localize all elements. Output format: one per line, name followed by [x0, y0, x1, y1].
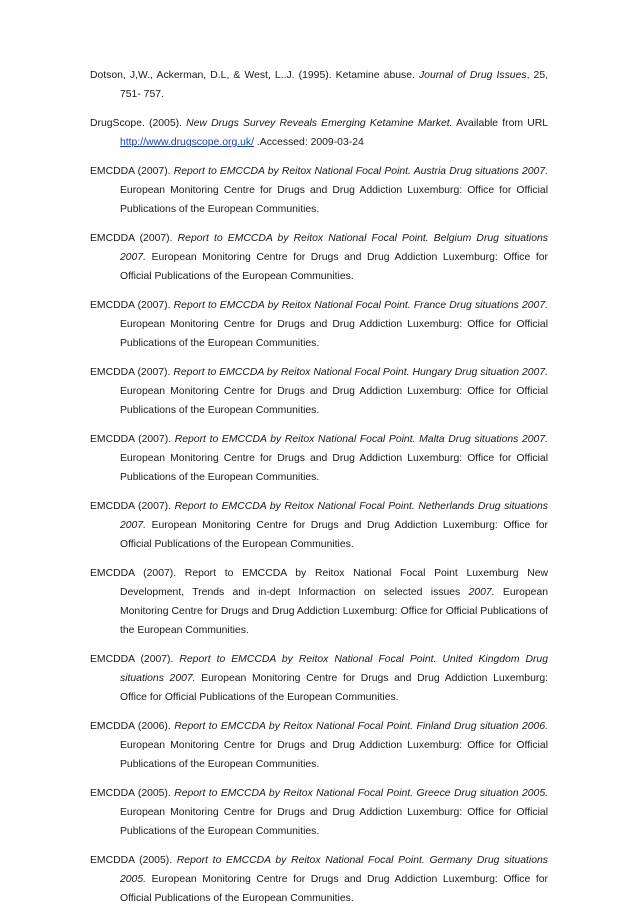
reference-entry — [90, 114, 548, 152]
reference-text: EMCDDA (2006). — [90, 721, 175, 732]
reference-entry — [90, 851, 548, 908]
reference-link[interactable]: http://www.drugscope.org.uk/ — [120, 137, 254, 148]
reference-text: EMCDDA (2005). — [90, 788, 175, 799]
reference-title: Report to EMCCDA by Reitox National Focal Point. Greece Drug situation 2005. — [174, 788, 549, 799]
reference-text: European Monitoring Centre for Drugs and Drug Addiction Luxemburg: Office for Official Publications of the European Communities. — [120, 673, 548, 703]
reference-entry — [90, 717, 548, 774]
reference-entry — [90, 650, 548, 707]
reference-title: Report to EMCCDA by Reitox National Focal Point. Hungary Drug situation 2007. — [173, 367, 548, 378]
reference-title: Report to EMCCDA by Reitox National Focal Point. Netherlands Drug situations 2007. — [120, 501, 548, 531]
reference-text: European Monitoring Centre for Drugs and Drug Addiction Luxemburg: Office for Official Publications of the European Communities. — [120, 874, 548, 904]
reference-entry — [90, 229, 548, 286]
reference-text: EMCDDA (2007). — [90, 501, 175, 512]
reference-text: European Monitoring Centre for Drugs and Drug Addiction Luxemburg: Office for Official Publications of the European Communities. — [120, 807, 548, 837]
reference-text: EMCDDA (2007). — [90, 367, 174, 378]
reference-title: Report to EMCCDA by Reitox National Focal Point. Austria Drug situations 2007. — [173, 166, 548, 177]
reference-text: DrugScope. (2005). — [90, 118, 187, 129]
reference-entry — [90, 363, 548, 420]
reference-title: Report to EMCCDA by Reitox National Focal Point. Finland Drug situation 2006. — [174, 721, 548, 732]
reference-text: European Monitoring Centre for Drugs and Drug Addiction Luxemburg: Office for Official Publications of the European Communities. — [120, 587, 548, 636]
reference-text: European Monitoring Centre for Drugs and Drug Addiction Luxemburg: Office for Official Publications of the European Communities. — [120, 319, 548, 349]
reference-title: Report to EMCCDA by Reitox National Focal Point. France Drug situations 2007. — [173, 300, 548, 311]
reference-entry — [90, 430, 548, 487]
reference-title: Report to EMCCDA by Reitox National Focal Point. Belgium Drug situations 2007. — [120, 233, 548, 263]
reference-text: European Monitoring Centre for Drugs and Drug Addiction Luxemburg: Office for Official Publications of the European Communities. — [120, 386, 548, 416]
reference-title: Journal of Drug Issues — [418, 70, 527, 81]
reference-entry — [90, 497, 548, 554]
reference-text: EMCDDA (2007). — [90, 166, 174, 177]
reference-entry — [90, 784, 548, 841]
reference-text: EMCDDA (2007). — [90, 233, 178, 244]
reference-text: European Monitoring Centre for Drugs and Drug Addiction Luxemburg: Office for Official Publications of the European Communities. — [120, 185, 548, 215]
reference-text: European Monitoring Centre for Drugs and Drug Addiction Luxemburg: Office for Official Publications of the European Communities. — [120, 740, 548, 770]
reference-entry — [90, 162, 548, 219]
reference-text: , 25, 751- 757. — [120, 70, 548, 100]
reference-text: EMCDDA (2007). — [90, 300, 174, 311]
reference-text: EMCDDA (2005). — [90, 855, 177, 866]
reference-text: European Monitoring Centre for Drugs and Drug Addiction Luxemburg: Office for Official Publications of the European Communities. — [120, 520, 548, 550]
reference-title: Report to EMCCDA by Reitox National Focal Point. Malta Drug situations 2007. — [174, 434, 548, 445]
reference-text: .Accessed: 2009-03-24 — [254, 137, 364, 148]
reference-entry — [90, 66, 548, 104]
reference-title: New Drugs Survey Reveals Emerging Ketamine Market. — [186, 118, 453, 129]
reference-entry — [90, 296, 548, 353]
reference-text: EMCDDA (2007). — [90, 654, 180, 665]
reference-text: Available from URL — [452, 118, 548, 129]
reference-text: Dotson, J,W., Ackerman, D.L, & West, L..J. (1995). Ketamine abuse. — [90, 70, 419, 81]
reference-list — [90, 66, 548, 918]
reference-title: Report to EMCCDA by Reitox National Focal Point. Germany Drug situations 2005. — [120, 855, 548, 885]
reference-text: EMCDDA (2007). — [90, 434, 175, 445]
reference-entry — [90, 564, 548, 640]
reference-text: European Monitoring Centre for Drugs and Drug Addiction Luxemburg: Office for Official Publications of the European Communities. — [120, 252, 548, 282]
reference-title: Report to EMCCDA by Reitox National Focal Point. United Kingdom Drug situations 2007. — [120, 654, 548, 684]
reference-title: 2007. — [468, 587, 495, 598]
reference-text: European Monitoring Centre for Drugs and Drug Addiction Luxemburg: Office for Official Publications of the European Communities. — [120, 453, 548, 483]
reference-text: EMCDDA (2007). Report to EMCCDA by Reitox National Focal Point Luxemburg New Development, Trends and in-dept Informaction on selected issues — [90, 568, 548, 598]
